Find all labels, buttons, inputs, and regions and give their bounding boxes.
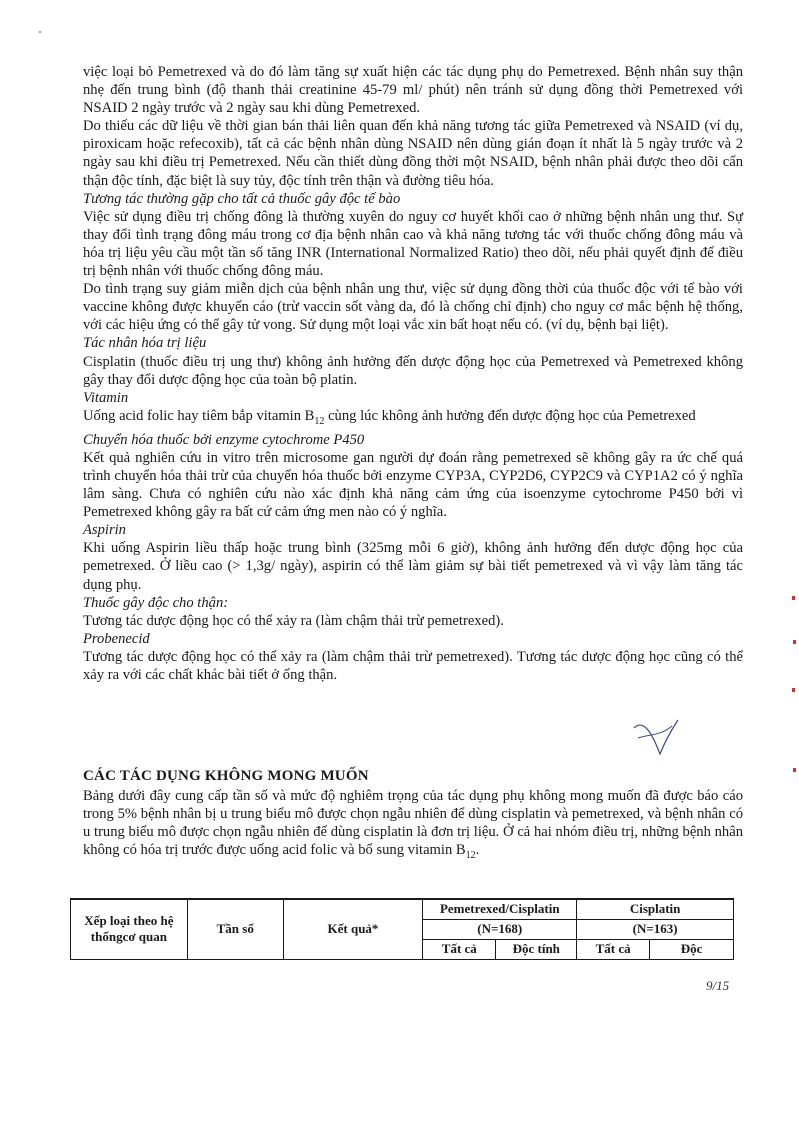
header-group1-count: (N=168)	[423, 919, 577, 939]
body-paragraph: Cisplatin (thuốc điều trị ung thư) không ảnh hưởng đến dược động học của Pemetrexed và Pemetrexed không gây thay đổi dược động học của toàn bộ platin.	[83, 353, 743, 388]
adverse-effects-table	[70, 898, 734, 960]
body-paragraph: Khi uống Aspirin liều thấp hoặc trung bình (325mg mỗi 6 giờ), không ảnh hưởng đến dược động học của pemetrexed. Ở liều cao (> 1,3g/ ngày), aspirin có thể làm giảm sự bài tiết pemetrexed và vì vậy làm tăng tác dụng phụ.	[83, 540, 743, 593]
body-paragraph: Việc sử dụng điều trị chống đông là thường xuyên do nguy cơ huyết khối cao ở những bệnh nhân ung thư. Sự thay đổi tình trạng đông máu trong cơ địa bệnh nhân cao và khả năng tương tác với thuốc chống đông máu và hóa trị liệu yêu cầu một tần số tăng INR (International Normalized Ratio) theo dõi, nếu phải quyết định để điều trị bệnh nhân với thuốc chống đông máu.	[83, 208, 743, 280]
header-group1-all: Tất cả	[423, 939, 496, 959]
subsection-title: Probenecid	[83, 630, 150, 647]
subsection-title: Aspirin	[83, 522, 126, 539]
section-intro	[83, 787, 743, 865]
body-paragraph	[83, 407, 743, 431]
header-result: Kết quả*	[283, 899, 423, 959]
header-group-pemetrexed-cisplatin: Pemetrexed/Cisplatin	[423, 899, 577, 919]
section-heading: CÁC TÁC DỤNG KHÔNG MONG MUỐN	[83, 768, 369, 784]
header-group-cisplatin: Cisplatin	[577, 899, 734, 919]
intro-text: Bảng dưới đây cung cấp tần số và mức độ nghiêm trọng của tác dụng phụ không mong muốn đã được báo cáo trong 5% bệnh nhân bị u trung biểu mô được chọn ngẫu nhiên để dùng cisplatin và pemetrexed, và bệnh nhân có u trung biểu mô được chọn ngẫu nhiên để dùng cisplatin là đơn trị liệu. Ở cả hai nhóm điều trị, những bệnh nhân không có hóa trị trước được uống acid folic và bổ sung vitamin B	[83, 788, 743, 859]
header-group2-count: (N=163)	[577, 919, 734, 939]
subsection-title: Thuốc gây độc cho thận:	[83, 594, 229, 611]
handwritten-initial-mark	[626, 714, 686, 760]
body-text	[83, 63, 743, 684]
intro-end: .	[475, 842, 480, 859]
subsection-title: Vitamin	[83, 389, 129, 406]
header-frequency: Tần số	[187, 899, 283, 959]
subscript: 12	[314, 415, 325, 427]
edge-red-marks	[787, 580, 797, 780]
header-group2-toxicity: Độc	[650, 939, 734, 959]
body-paragraph: Kết quả nghiên cứu in vitro trên microsome gan người dự đoán rằng pemetrexed sẽ không gây ra ức chế quá trình chuyển hóa thải trừ của chuyển hóa thuốc bởi enzyme CYP3A, CYP2D6, CYP2C9 và CYP1A2 có ý nghĩa lâm sàng. Chưa có nghiên cứu nào xác định khả năng cảm ứng của isoenzyme cytochrome P450 bởi vì Pemetrexed không gây ra bất cứ cảm ứng men nào có ý nghĩa.	[83, 449, 743, 521]
body-paragraph: Tương tác dược động học có thể xảy ra (làm chậm thải trừ pemetrexed).	[83, 612, 504, 629]
scan-dot	[36, 28, 46, 38]
intro-subscript: 12	[465, 850, 476, 862]
header-system-class: Xếp loại theo hệ thốngcơ quan	[71, 899, 188, 959]
header-group1-toxicity: Độc tính	[496, 939, 577, 959]
body-paragraph: việc loại bỏ Pemetrexed và do đó làm tăng sự xuất hiện các tác dụng phụ do Pemetrexed. Bệnh nhân suy thận nhẹ đến trung bình (độ thanh thải creatinine 45-79 ml/ phút) nên tránh sử dụng đồng thời Pemetrexed với NSAID 2 ngày trước và 2 ngày sau khi dùng Pemetrexed.	[83, 64, 743, 117]
body-paragraph: Tương tác dược động học có thể xảy ra (làm chậm thải trừ pemetrexed). Tương tác dược động học cũng có thể xảy ra với các chất khác bài tiết ở ống thận.	[83, 648, 743, 683]
paragraph-text: cùng lúc không ảnh hưởng đến dược động học của Pemetrexed	[324, 407, 696, 424]
subsection-title: Chuyển hóa thuốc bởi enzyme cytochrome P450	[83, 431, 365, 448]
body-paragraph: Do tình trạng suy giảm miễn dịch của bệnh nhân ung thư, việc sử dụng đồng thời của thuốc độc với tế bào với vaccine không được khuyến cáo (trừ vaccin sốt vàng da, đó là chống chỉ định) cho nguy cơ mắc bệnh hệ thống, với các hiệu ứng có thể gây tử vong. Sử dụng một loại vắc xin bất hoạt nếu có. (ví dụ, bệnh bại liệt).	[83, 281, 743, 334]
page-number: 9/15	[706, 978, 730, 993]
subsection-title: Tác nhân hóa trị liệu	[83, 335, 207, 352]
body-paragraph: Do thiếu các dữ liệu về thời gian bán thải liên quan đến khả năng tương tác giữa Pemetrexed và NSAID (ví dụ, piroxicam hoặc refecoxib), tất cả các bệnh nhân dùng NSAID nên dùng gián đoạn ít nhất là 5 ngày trước và 2 ngày sau khi điều trị Pemetrexed. Nếu cần thiết dùng đồng thời một NSAID, bệnh nhân phải được theo dõi cẩn thận độc tính, đặc biệt là suy tủy, độc tính trên thận và đường tiêu hóa.	[83, 118, 743, 189]
paragraph-text: Uống acid folic hay tiêm bắp vitamin B	[83, 407, 315, 424]
subsection-title: Tương tác thường gặp cho tất cả thuốc gây độc tế bào	[83, 190, 401, 207]
header-group2-all: Tất cả	[577, 939, 650, 959]
